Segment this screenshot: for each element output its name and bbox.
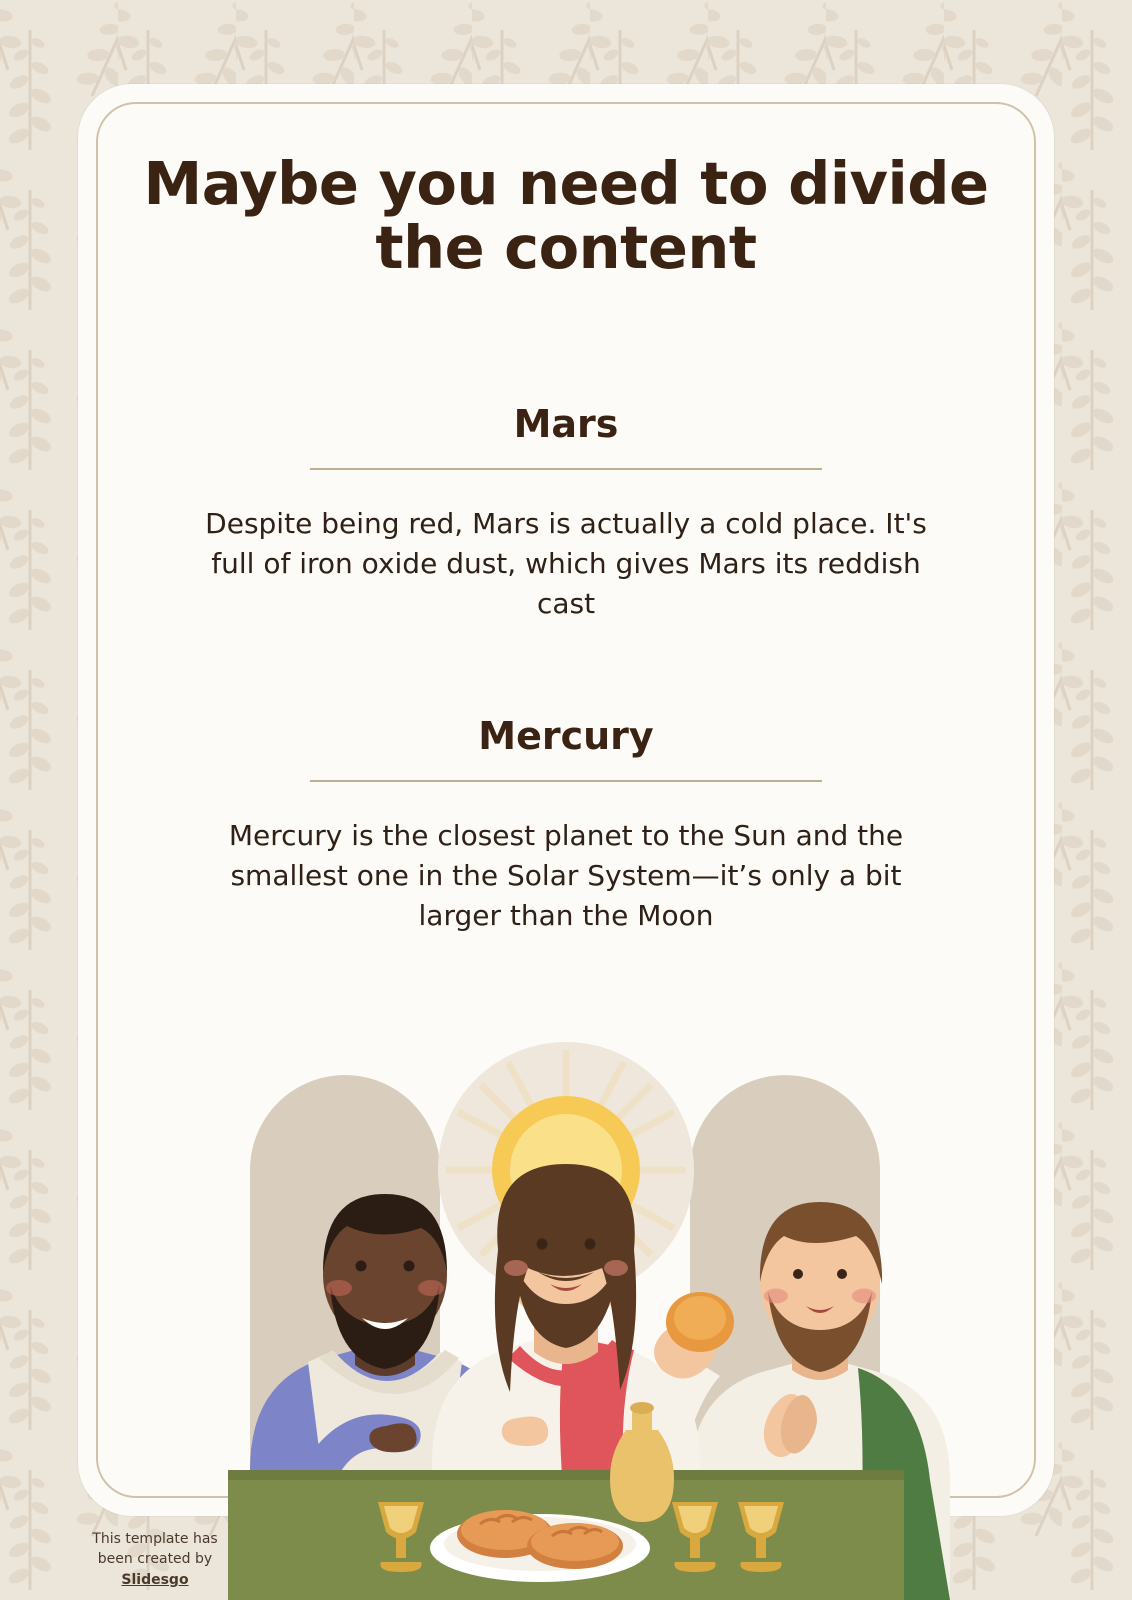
section-mercury-divider (310, 780, 822, 782)
template-credit (60, 1529, 250, 1590)
page-title: Maybe you need to divide the content (143, 149, 989, 282)
slidesgo-link[interactable]: Slidesgo (121, 1571, 189, 1588)
section-mars (188, 402, 944, 623)
section-mars-heading: Mars (513, 402, 619, 446)
section-mars-divider (310, 468, 822, 470)
section-mercury-heading: Mercury (478, 714, 654, 758)
last-supper-scene-icon (0, 1000, 1132, 1600)
section-mercury-body: Mercury is the closest planet to the Sun and the smallest one in the Solar System—it’s only a bit larger than the Moon (228, 819, 904, 932)
credit-line-1: This template has (92, 1531, 218, 1548)
section-mars-body: Despite being red, Mars is actually a cold place. It's full of iron oxide dust, which gives Mars its reddish cast (205, 507, 927, 620)
credit-line-2: been created by (97, 1551, 213, 1568)
section-mercury (188, 714, 944, 935)
last-supper-illustration (0, 1000, 1132, 1600)
